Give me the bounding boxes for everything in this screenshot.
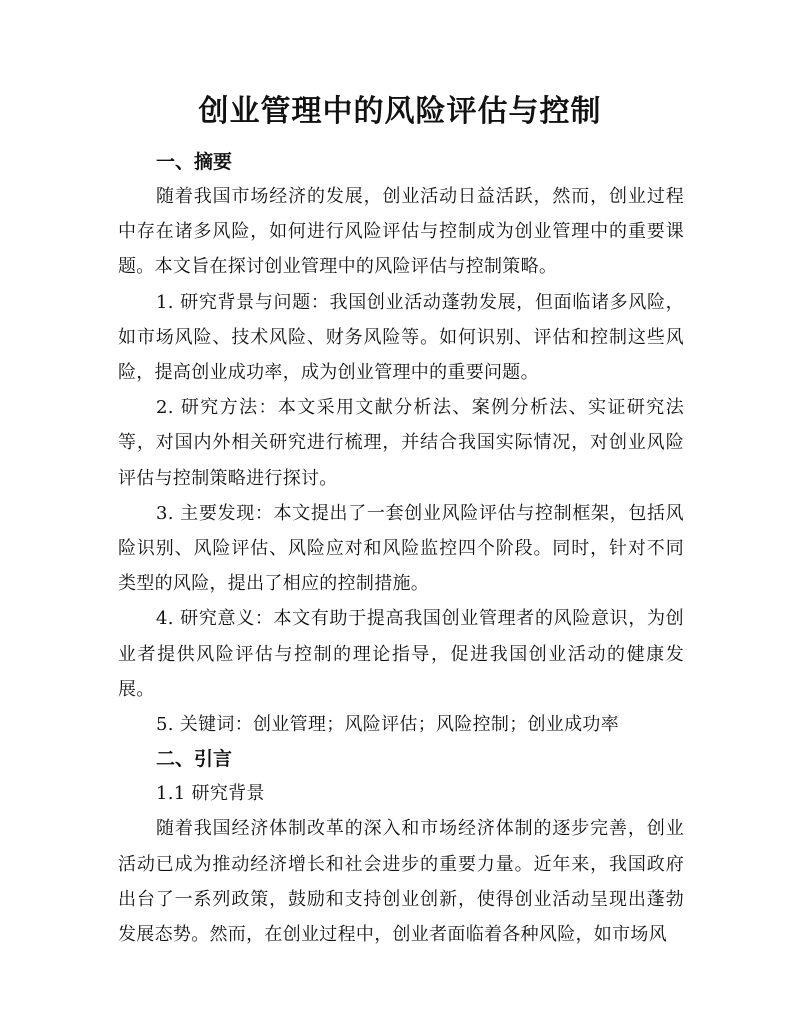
keywords-paragraph: 5. 关键词：创业管理；风险评估；风险控制；创业成功率 <box>156 714 619 736</box>
research-background-paragraph: 1. 研究背景与问题：我国创业活动蓬勃发展，但面临诸多风险，如市场风险、技术风险、财务风险等。如何识别、评估和控制这些风险，提高创业成功率，成为创业管理中的重要问题。 <box>118 291 684 384</box>
document-body <box>118 145 684 952</box>
section-heading-abstract: 一、摘要 <box>156 151 233 173</box>
research-method-paragraph: 2. 研究方法：本文采用文献分析法、案例分析法、实证研究法等，对国内外相关研究进行梳理，并结合我国实际情况，对创业风险评估与控制策略进行探讨。 <box>118 397 684 489</box>
subsection-heading-background: 1.1 研究背景 <box>156 783 265 805</box>
introduction-paragraph: 随着我国经济体制改革的深入和市场经济体制的逐步完善，创业活动已成为推动经济增长和社会进步的重要力量。近年来，我国政府出台了一系列政策，鼓励和支持创业创新，使得创业活动呈现出蓬勃发展态势。然而，在创业过程中，创业者面临着各种风险，如市场风 <box>118 818 684 946</box>
document-title: 创业管理中的风险评估与控制 <box>198 94 602 129</box>
main-findings-paragraph: 3. 主要发现：本文提出了一套创业风险评估与控制框架，包括风险识别、风险评估、风险应对和风险监控四个阶段。同时，针对不同类型的风险，提出了相应的控制措施。 <box>118 502 684 595</box>
research-significance-paragraph: 4. 研究意义：本文有助于提高我国创业管理者的风险意识，为创业者提供风险评估与控制的理论指导，促进我国创业活动的健康发展。 <box>118 608 684 700</box>
abstract-paragraph: 随着我国市场经济的发展，创业活动日益活跃，然而，创业过程中存在诸多风险，如何进行风险评估与控制成为创业管理中的重要课题。本文旨在探讨创业管理中的风险评估与控制策略。 <box>118 186 684 278</box>
section-heading-introduction: 二、引言 <box>156 748 233 771</box>
